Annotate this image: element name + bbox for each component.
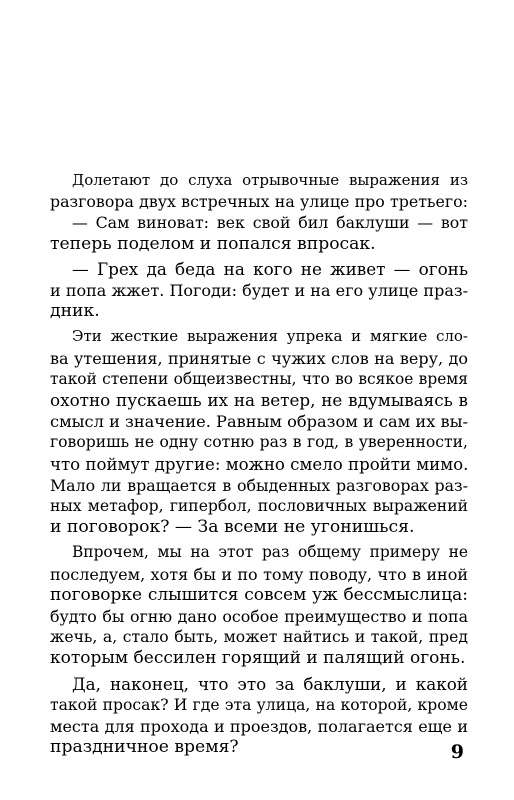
text-line: и поговорок? — За всеми не угонишься. (50, 517, 415, 538)
text-line: такой просак? И где эта улица, на которой, кроме (50, 695, 468, 714)
text-line: Да, наконец, что это за баклуши, и какой (72, 673, 468, 694)
text-line: теперь поделом и попался впросак. (50, 233, 376, 254)
text-line: которым бессилен горящий и палящий огонь. (50, 648, 466, 669)
body-text (50, 170, 468, 762)
paragraph (50, 326, 468, 538)
text-line: ва утешения, принятые с чужих слов на веру, до (50, 348, 468, 368)
text-line: разговора двух встречных на улице про третьего: (50, 192, 468, 212)
text-line: будто бы огню дано особое преимущество и попа (50, 607, 468, 627)
text-line: последуем, хотя бы и по тому поводу, что в иной (50, 564, 468, 584)
text-line: говоришь не одну сотню раз в год, в уверенности, (50, 433, 468, 452)
text-line: охотно пускаешь их на ветер, не вдумываясь в (50, 390, 468, 411)
paragraph (50, 674, 468, 759)
text-line: праздничное время? (50, 737, 239, 758)
text-line: Впрочем, мы на этот раз общему примеру не (72, 543, 468, 562)
paragraph (50, 259, 468, 323)
paragraph (50, 542, 468, 669)
text-line: жечь, а, стало быть, может найтись и такой, пред (50, 628, 468, 647)
text-line: смысл и значение. Равным образом и сам их вы- (50, 412, 468, 432)
text-line: что поймут другие: можно смело пройти мимо. (50, 454, 469, 474)
text-line: — Грех да беда на кого не живет — огонь (72, 258, 468, 279)
text-line: Эти жесткие выражения упрека и мягкие сло- (72, 327, 468, 346)
text-line: Долетают до слуха отрывочные выражения из (72, 171, 468, 189)
text-line: и попа жжет. Погоди: будет и на его улице праз- (50, 281, 468, 301)
text-line: такой степени общеизвестны, что во всякое время (50, 369, 468, 388)
text-line: — Сам виноват: век свой бил баклуши — вот (72, 213, 468, 233)
text-line: дник. (50, 301, 100, 322)
text-line: ных метафор, гипербол, пословичных выражений (50, 497, 468, 516)
text-line: поговорке слышится совсем уж бессмыслица: (50, 584, 468, 605)
page-number: 9 (450, 741, 464, 763)
text-line: Мало ли вращается в обыденных разговорах раз- (50, 475, 468, 495)
paragraph (50, 170, 468, 255)
text-line: места для прохода и проездов, полагается еще и (50, 717, 468, 737)
